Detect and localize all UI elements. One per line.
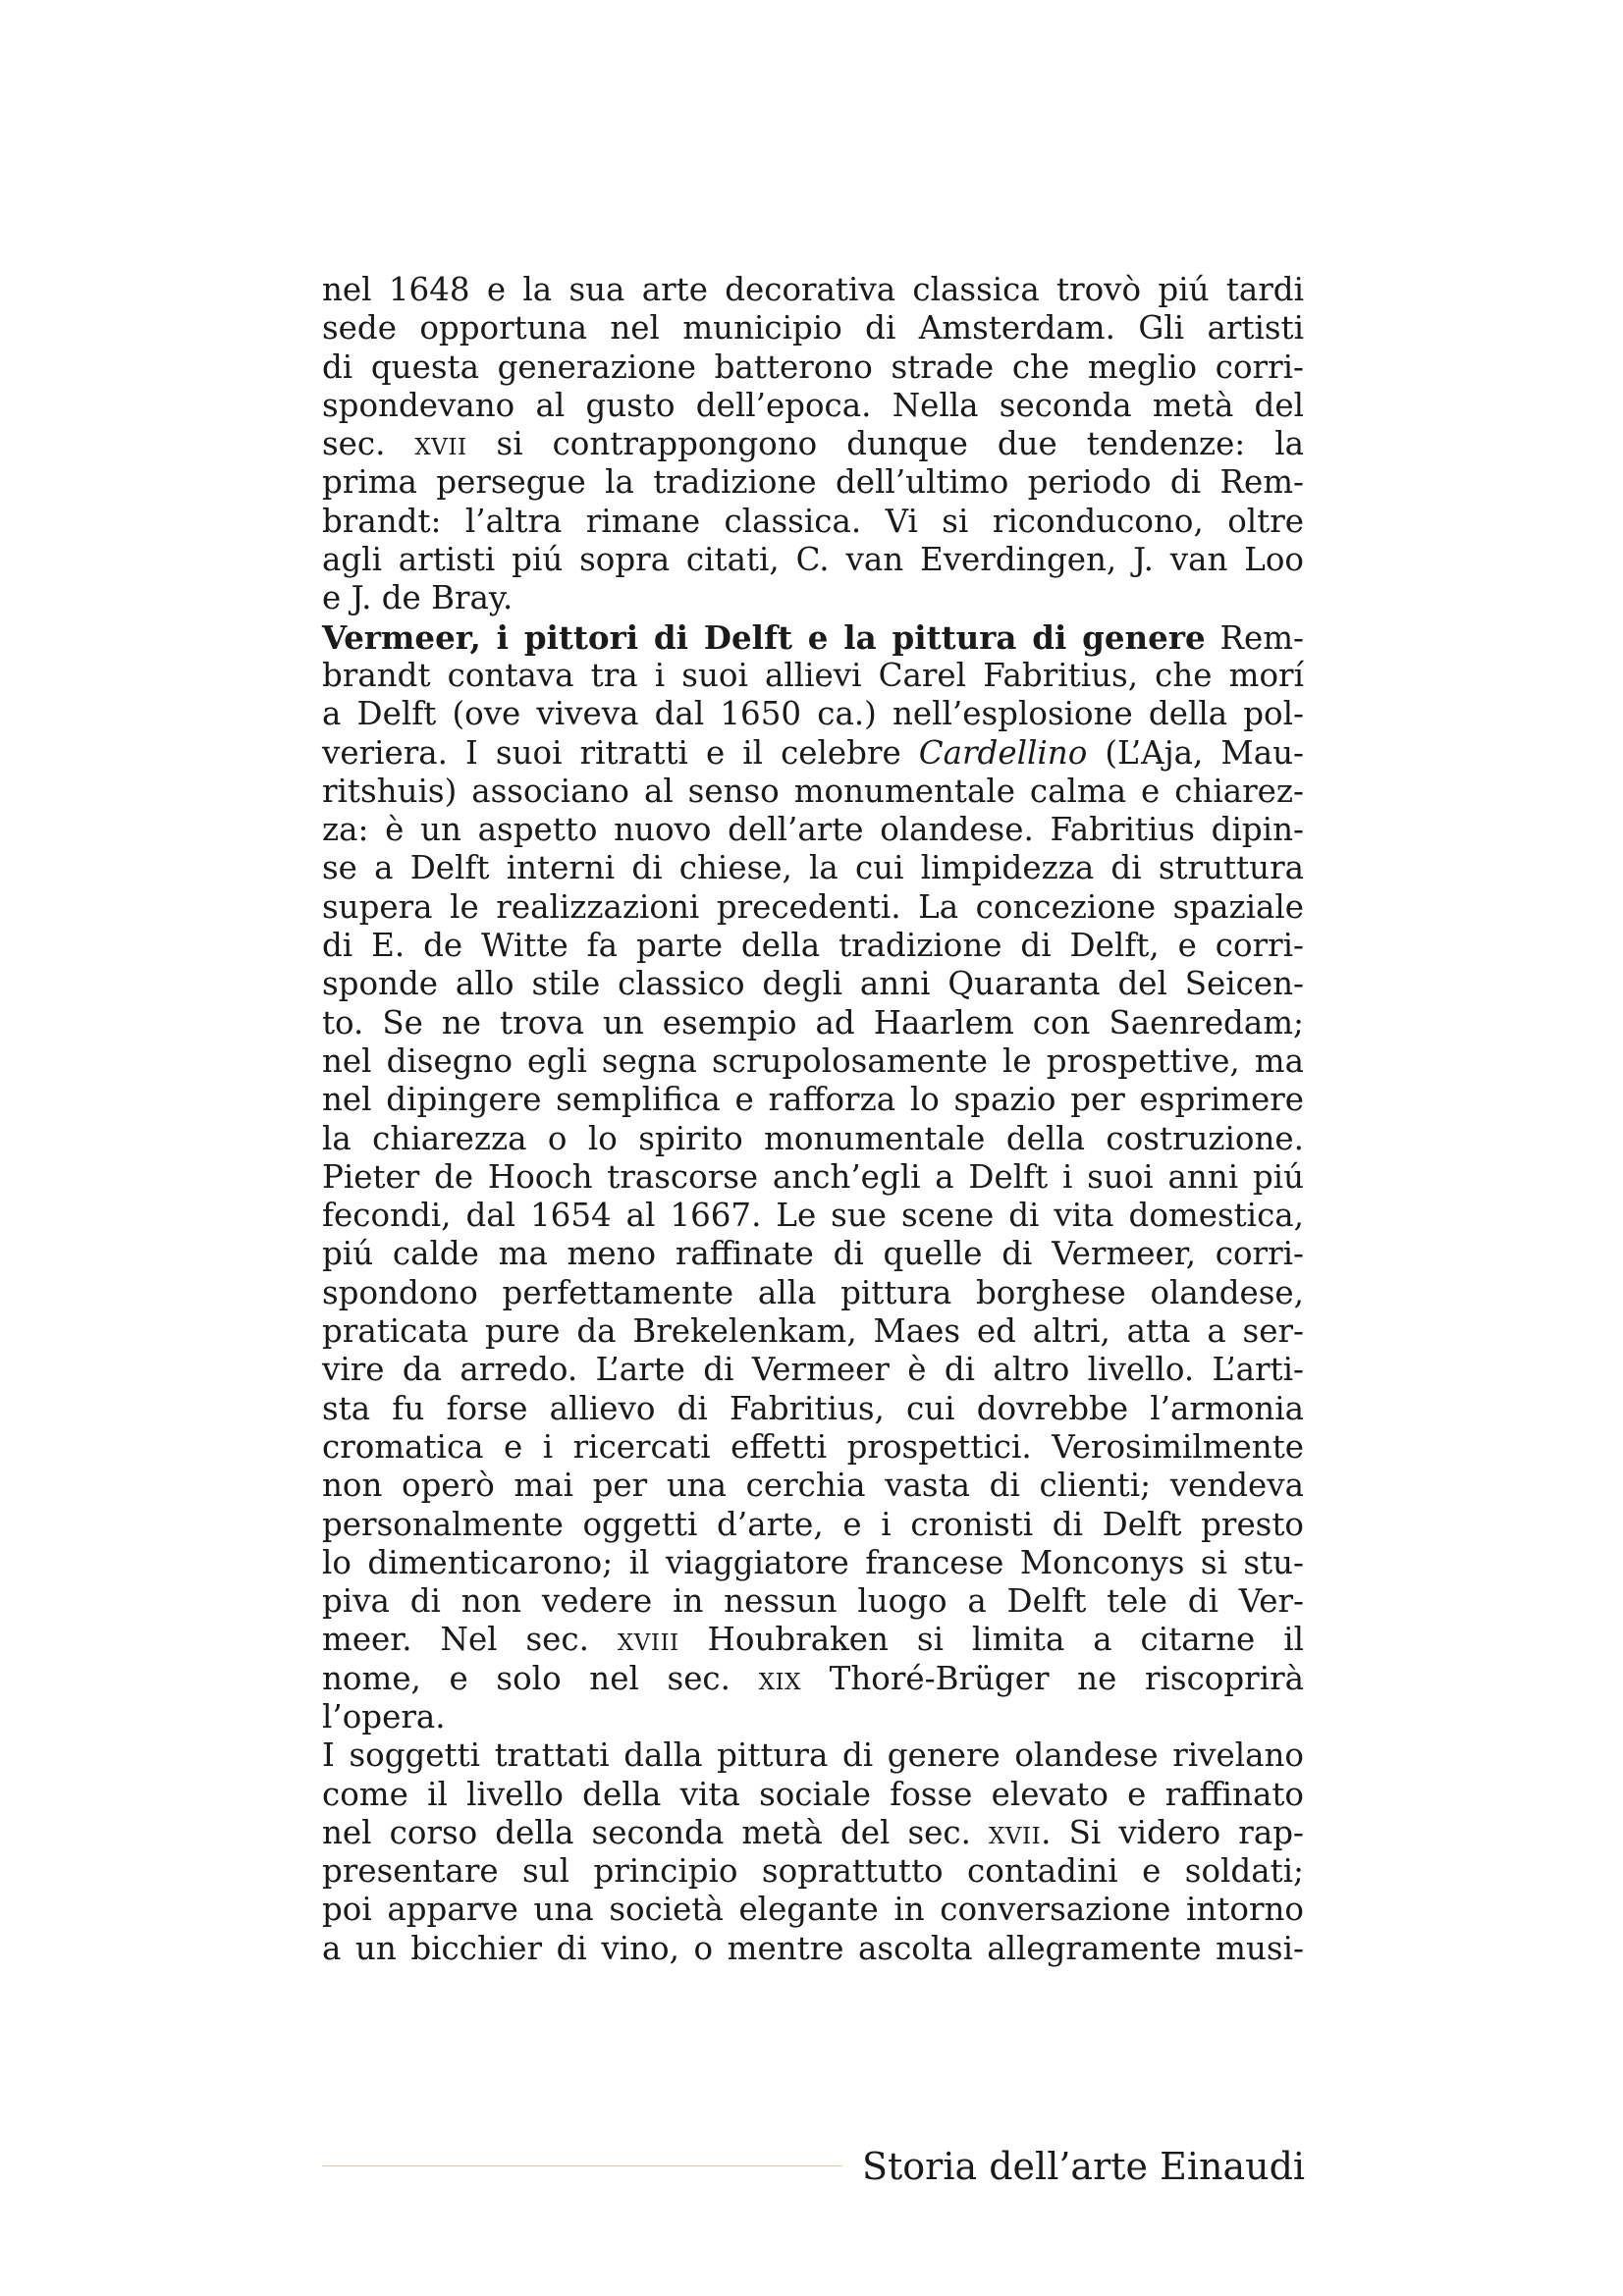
- text-line: brandt contava tra i suoi allievi Carel Fabritius, che morí: [322, 656, 1304, 694]
- century-numeral: xvii: [414, 425, 467, 463]
- text-line: to. Se ne trova un esempio ad Haarlem con Saenredam;: [322, 1003, 1304, 1041]
- text-fragment: Houbraken si limita a citarne il: [678, 1621, 1304, 1659]
- text-line: a un bicchier di vino, o mentre ascolta allegramente musi-: [322, 1929, 1304, 1967]
- text-line: nel disegno egli segna scrupolosamente le prospettive, ma: [322, 1041, 1304, 1080]
- text-line: cromatica e i ricercati effetti prospettici. Verosimilmente: [322, 1427, 1304, 1466]
- text-line: a Delft (ove viveva dal 1650 ca.) nell’esplosione della pol-: [322, 695, 1304, 733]
- artwork-title: Cardellino: [918, 733, 1088, 772]
- text-line: e J. de Bray.: [322, 579, 514, 617]
- text-line: Pieter de Hooch trascorse anch’egli a Delft i suoi anni piú: [322, 1157, 1304, 1196]
- text-line: l’opera.: [322, 1697, 446, 1735]
- text-line: agli artisti piú sopra citati, C. van Everdingen, J. van Loo: [322, 541, 1304, 579]
- text-line: fecondi, dal 1654 al 1667. Le sue scene di vita domestica,: [322, 1197, 1304, 1235]
- century-numeral: xvii: [989, 1813, 1042, 1851]
- text-line: di questa generazione batterono strade che meglio corri-: [322, 347, 1304, 386]
- text-fragment: nome, e solo nel sec.: [322, 1659, 759, 1697]
- text-line: nel dipingere semplifica e rafforza lo spazio per esprimere: [322, 1081, 1304, 1119]
- text-line: piú calde ma meno raffinate di quelle di Vermeer, corri-: [322, 1235, 1304, 1273]
- footer-rule: [322, 2165, 842, 2166]
- text-line: presentare sul principio soprattutto contadini e soldati;: [322, 1852, 1304, 1891]
- text-fragment: (L’Aja, Mau-: [1087, 733, 1304, 772]
- text-line: prima persegue la tradizione dell’ultimo periodo di Rem-: [322, 463, 1304, 502]
- text-line: I soggetti trattati dalla pittura di genere olandese rivelano: [322, 1736, 1304, 1775]
- text-line: sta fu forse allievo di Fabritius, cui dovrebbe l’armonia: [322, 1389, 1304, 1427]
- text-line: za: è un aspetto nuovo dell’arte olandese. Fabritius dipin-: [322, 811, 1304, 849]
- text-fragment: Thoré-Brüger ne riscoprirà: [800, 1659, 1305, 1697]
- text-line: praticata pure da Brekelenkam, Maes ed altri, atta a ser-: [322, 1312, 1304, 1351]
- text-line: se a Delft interni di chiese, la cui limpidezza di struttura: [322, 849, 1304, 887]
- text-line: brandt: l’altra rimane classica. Vi si riconducono, oltre: [322, 502, 1304, 540]
- text-line: spondono perfettamente alla pittura borghese olandese,: [322, 1273, 1304, 1311]
- text-fragment: nel corso della seconda metà del sec.: [322, 1813, 990, 1851]
- text-line: spondevano al gusto dell’epoca. Nella seconda metà del: [322, 386, 1304, 424]
- text-fragment: veriera. I suoi ritratti e il celebre: [322, 733, 919, 772]
- text-line: sede opportuna nel municipio di Amsterdam. Gli artisti: [322, 309, 1304, 347]
- text-line: di E. de Witte fa parte della tradizione di Delft, e corri-: [322, 927, 1304, 965]
- text-line: poi apparve una società elegante in conversazione intorno: [322, 1891, 1304, 1929]
- text-line: [322, 1660, 1304, 1698]
- text-line: personalmente oggetti d’arte, e i cronisti di Delft presto: [322, 1505, 1304, 1543]
- text-line: nel 1648 e la sua arte decorativa classica trovò piú tardi: [322, 271, 1304, 308]
- text-line: piva di non vedere in nessun luogo a Delft tele di Ver-: [322, 1582, 1304, 1621]
- section-heading-line: [322, 618, 1304, 657]
- text-fragment: . Si videro rap-: [1041, 1813, 1304, 1851]
- text-line: come il livello della vita sociale fosse elevato e raffinato: [322, 1775, 1304, 1813]
- text-line: supera le realizzazioni precedenti. La concezione spaziale: [322, 887, 1304, 926]
- century-numeral: xviii: [617, 1621, 679, 1659]
- footer-title: Storia dell’arte Einaudi: [862, 2145, 1306, 2188]
- text-line: [322, 1814, 1304, 1852]
- text-fragment: Rem-: [1205, 618, 1304, 657]
- text-line: non operò mai per una cerchia vasta di clienti; vendeva: [322, 1467, 1304, 1505]
- text-line: [322, 734, 1304, 773]
- text-line: la chiarezza o lo spirito monumentale della costruzione.: [322, 1119, 1304, 1157]
- text-fragment: meer. Nel sec.: [322, 1621, 618, 1659]
- text-line: ritshuis) associano al senso monumentale calma e chiarez-: [322, 772, 1304, 810]
- text-line: [322, 1621, 1304, 1659]
- section-heading: Vermeer, i pittori di Delft e la pittura di genere: [322, 617, 1206, 657]
- text-fragment: si contrappongono dunque due tendenze: la: [466, 425, 1304, 463]
- text-line: lo dimenticarono; il viaggiatore francese Monconys si stu-: [322, 1543, 1304, 1581]
- body-text: [322, 271, 1304, 1968]
- text-line: sponde allo stile classico degli anni Quaranta del Seicen-: [322, 965, 1304, 1003]
- text-fragment: sec.: [322, 425, 415, 463]
- text-line: [322, 425, 1304, 463]
- text-line: vire da arredo. L’arte di Vermeer è di altro livello. L’arti-: [322, 1351, 1304, 1389]
- century-numeral: xix: [758, 1659, 801, 1697]
